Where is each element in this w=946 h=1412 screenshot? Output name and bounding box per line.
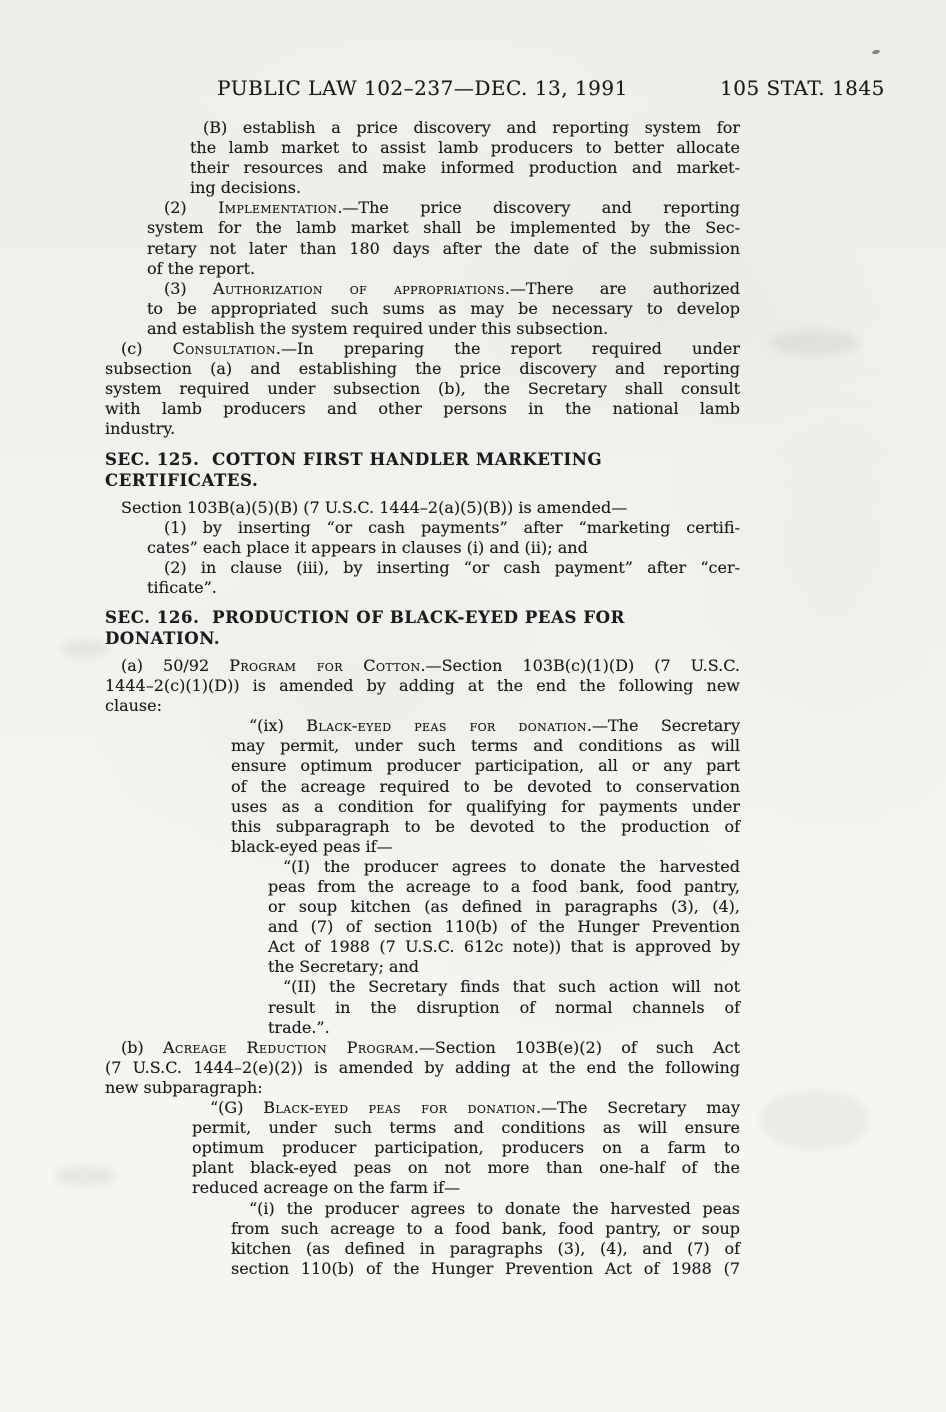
scan-speck	[872, 49, 881, 55]
paragraph	[105, 518, 740, 558]
text-line: (c) Consultation.—In preparing the report required under	[121, 339, 740, 359]
page-header	[105, 76, 895, 102]
body-text	[105, 118, 740, 1279]
text-line: ensure optimum producer participation, all or any part	[231, 756, 740, 776]
text-line: Act of 1988 (7 U.S.C. 612c note)) that is approved by	[268, 937, 740, 957]
paragraph	[105, 339, 740, 439]
text-line: “(II) the Secretary finds that such action will not	[283, 977, 740, 997]
paragraph	[105, 716, 740, 857]
text-line: (7 U.S.C. 1444–2(e)(2)) is amended by adding at the end the following	[105, 1057, 740, 1077]
section-heading	[105, 607, 740, 649]
text-line: of the report.	[147, 258, 256, 278]
text-line: “(I) the producer agrees to donate the harvested	[283, 856, 740, 876]
text-line: new subparagraph:	[105, 1077, 263, 1097]
text-line: cates” each place it appears in clauses (i) and (ii); and	[147, 537, 588, 557]
text-line: industry.	[105, 419, 176, 439]
paragraph	[105, 279, 740, 339]
text-line: (b) Acreage Reduction Program.—Section 103B(e)(2) of such Act	[121, 1037, 741, 1057]
text-line: (2) Implementation.—The price discovery and reporting	[164, 198, 741, 218]
text-line: 1444–2(c)(1)(D)) is amended by adding at the end the following new	[105, 676, 740, 696]
text-line: their resources and make informed production and market-	[190, 158, 740, 178]
text-line: clause:	[105, 696, 162, 716]
text-line: and (7) of section 110(b) of the Hunger Prevention	[268, 917, 740, 937]
text-line: (a) 50/92 Program for Cotton.—Section 103B(c)(1)(D) (7 U.S.C.	[121, 655, 741, 675]
text-line: (1) by inserting “or cash payments” after “marketing certifi-	[164, 517, 740, 537]
scan-smudge	[770, 330, 860, 356]
text-line: “(i) the producer agrees to donate the harvested peas	[249, 1198, 740, 1218]
text-line: reduced acreage on the farm if—	[192, 1178, 461, 1198]
text-line: ing decisions.	[190, 178, 302, 198]
text-line: from such acreage to a food bank, food pantry, or soup	[231, 1218, 740, 1238]
text-line: system for the lamb market shall be implemented by the Sec-	[147, 218, 740, 238]
text-line: with lamb producers and other persons in the national lamb	[105, 399, 740, 419]
text-line: may permit, under such terms and conditions as will	[231, 736, 740, 756]
text-line: trade.”.	[268, 1017, 330, 1037]
paragraph	[105, 977, 740, 1037]
text-line: tificate”.	[147, 577, 217, 597]
text-line: Section 103B(a)(5)(B) (7 U.S.C. 1444–2(a)(5)(B)) is amended—	[121, 497, 628, 517]
paragraph	[105, 857, 740, 978]
text-line: section 110(b) of the Hunger Prevention Act of 1988 (7	[231, 1258, 740, 1278]
text-line: “(G) Black-eyed peas for donation.—The Secretary may	[210, 1098, 740, 1118]
paragraph	[105, 1038, 740, 1098]
text-line: plant black-eyed peas on not more than one-half of the	[192, 1158, 740, 1178]
text-line: kitchen (as defined in paragraphs (3), (4), and (7) of	[231, 1238, 740, 1258]
text-line: “(ix) Black-eyed peas for donation.—The Secretary	[249, 716, 740, 736]
text-line: permit, under such terms and conditions as will ensure	[192, 1118, 740, 1138]
scan-smudge	[55, 1165, 115, 1187]
text-line: (2) in clause (iii), by inserting “or cash payment” after “cer-	[164, 557, 740, 577]
text-line: peas from the acreage to a food bank, food pantry,	[268, 877, 740, 896]
paragraph	[105, 118, 740, 198]
text-line: this subparagraph to be devoted to the production of	[231, 816, 740, 836]
paragraph	[105, 558, 740, 598]
statute-page-number: 105 STAT. 1845	[720, 76, 885, 100]
text-line: system required under subsection (b), the Secretary shall consult	[105, 379, 740, 399]
text-line: the Secretary; and	[268, 957, 420, 977]
text-line: retary not later than 180 days after the date of the submission	[147, 238, 740, 258]
text-line: subsection (a) and establishing the price discovery and reporting	[105, 359, 740, 379]
text-line: and establish the system required under this subsection.	[147, 318, 609, 338]
text-line: optimum producer participation, producers on a farm to	[192, 1138, 740, 1158]
text-line: SEC. 125. COTTON FIRST HANDLER MARKETING CERTIFICATES.	[105, 449, 603, 490]
text-line: or soup kitchen (as defined in paragraphs (3), (4),	[268, 897, 740, 917]
text-line: of the acreage required to be devoted to conservation	[231, 776, 740, 796]
scan-smudge	[760, 1090, 870, 1150]
paragraph	[105, 1098, 740, 1198]
paragraph	[105, 498, 740, 518]
text-line: result in the disruption of normal channels of	[268, 997, 740, 1017]
text-line: (B) establish a price discovery and reporting system for	[203, 118, 740, 137]
scan-smudge	[60, 640, 110, 658]
text-line: uses as a condition for qualifying for payments under	[231, 796, 740, 816]
text-line: (3) Authorization of appropriations.—There are authorized	[164, 278, 741, 298]
section-heading	[105, 449, 740, 491]
paragraph	[105, 1199, 740, 1279]
law-title: PUBLIC LAW 102–237—DEC. 13, 1991	[217, 76, 628, 100]
text-line: the lamb market to assist lamb producers to better allocate	[190, 138, 740, 158]
text-line: to be appropriated such sums as may be necessary to develop	[147, 298, 740, 318]
paragraph	[105, 198, 740, 278]
text-line: SEC. 126. PRODUCTION OF BLACK-EYED PEAS FOR DONATION.	[105, 607, 625, 648]
text-line: black-eyed peas if—	[231, 836, 393, 856]
paragraph	[105, 656, 740, 716]
